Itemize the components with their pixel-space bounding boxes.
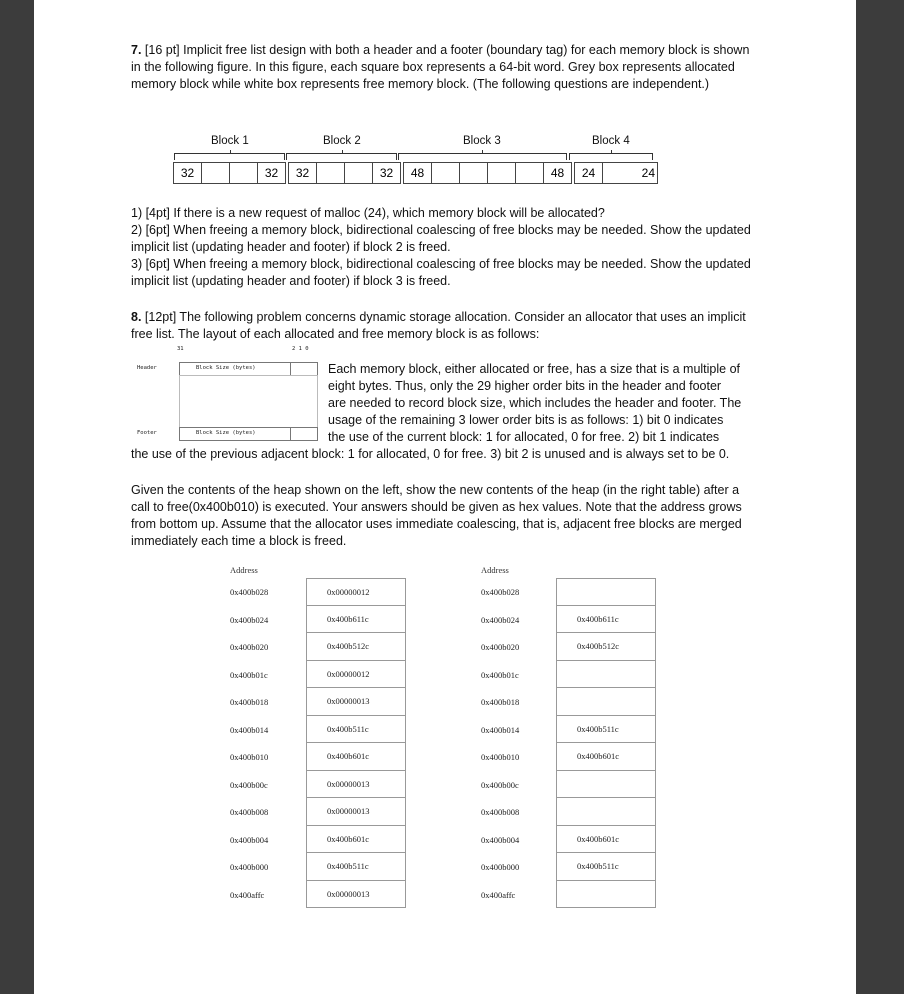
right-heap-answer-cell[interactable]: 0x400b611c: [556, 606, 656, 634]
left-address: 0x400b014: [230, 724, 269, 735]
left-heap-value: 0x00000013: [306, 881, 406, 909]
right-address: 0x400b020: [481, 642, 520, 652]
word-cell: [316, 162, 345, 184]
right-heap-answer-cell[interactable]: [556, 688, 656, 716]
left-heap-value: 0x400b511c: [306, 716, 406, 744]
right-address: 0x400b000: [481, 862, 520, 872]
left-address: 0x400b01c: [230, 669, 268, 680]
left-address: 0x400b020: [230, 642, 269, 652]
word-cell: [344, 162, 373, 184]
block-2-label: Block 2: [323, 135, 361, 147]
word-cell: 24: [574, 162, 603, 184]
word-cell: [515, 162, 544, 184]
memory-block-row: [174, 162, 658, 184]
left-address: 0x400b008: [230, 807, 269, 817]
subquestion-1: 1) [4pt] If there is a new request of malloc (24), which memory block will be allocated?: [131, 206, 605, 220]
word-cell: 32: [372, 162, 401, 184]
header-label: Header: [137, 365, 157, 371]
subquestion-3: 3) [6pt] When freeing a memory block, bidirectional coalescing of free blocks may be needed. Show the updated implicit list (updating header and footer) if block 3 is freed.: [131, 257, 751, 288]
right-heap-answer-cell[interactable]: 0x400b511c: [556, 716, 656, 744]
right-address: 0x400b028: [481, 587, 520, 597]
left-heap-value: 0x400b601c: [306, 826, 406, 854]
right-heap-answer-cell[interactable]: 0x400b601c: [556, 826, 656, 854]
right-address: 0x400b004: [481, 834, 520, 845]
question-7-subquestions: [131, 205, 756, 290]
left-address: 0x400b004: [230, 834, 269, 845]
block-2-brace: [286, 153, 397, 160]
right-address-header: Address: [481, 565, 509, 575]
word-cell: 24: [602, 162, 658, 184]
left-heap-value: 0x00000012: [306, 578, 406, 606]
bit-31-label: 31: [177, 346, 184, 352]
question-7-body: [16 pt] Implicit free list design with both a header and a footer (boundary tag) for each memory block is shown in the following figure. In this figure, each square box represents a 64-bit word. Grey box represents allocated memory block while white box represents free memory block. (The following questions are independent.): [131, 43, 750, 91]
left-address: 0x400affc: [230, 889, 265, 900]
block-1-brace: [174, 153, 285, 160]
left-address: 0x400b010: [230, 752, 269, 762]
right-heap-answer-cell[interactable]: [556, 661, 656, 689]
document-page: [34, 0, 856, 994]
right-address: 0x400affc: [481, 889, 516, 900]
left-heap-value: 0x400b611c: [306, 606, 406, 634]
right-address: 0x400b014: [481, 724, 520, 735]
right-address: 0x400b018: [481, 697, 520, 707]
left-address: 0x400b018: [230, 697, 269, 707]
left-heap-value: 0x00000013: [306, 688, 406, 716]
word-cell: [229, 162, 258, 184]
left-address-header: Address: [230, 565, 258, 575]
left-heap-value: 0x400b601c: [306, 743, 406, 771]
left-heap-value: 0x00000013: [306, 798, 406, 826]
question-7-number: 7.: [131, 43, 142, 57]
block-1-label: Block 1: [211, 135, 249, 147]
left-heap-value: 0x00000013: [306, 771, 406, 799]
word-cell: [201, 162, 230, 184]
left-heap-value: 0x400b511c: [306, 853, 406, 881]
block-3-label: Block 3: [463, 135, 501, 147]
question-8-body: [12pt] The following problem concerns dynamic storage allocation. Consider an allocator that uses an implicit free list. The layout of each allocated and free memory block is as follows:: [131, 310, 746, 341]
question-8-text: [131, 309, 756, 343]
right-heap-answer-cell[interactable]: 0x400b512c: [556, 633, 656, 661]
right-heap-answer-cell[interactable]: 0x400b601c: [556, 743, 656, 771]
word-cell: [431, 162, 460, 184]
bit-low-labels: 2 1 0: [292, 346, 309, 352]
desc-line: eight bytes. Thus, only the 29 higher order bits in the header and footer: [328, 379, 722, 393]
header-size-field: Block Size (bytes): [179, 362, 291, 376]
question-7-text: [131, 42, 756, 93]
footer-label: Footer: [137, 430, 157, 436]
right-address: 0x400b010: [481, 752, 520, 762]
block-4-label: Block 4: [592, 135, 630, 147]
right-address: 0x400b024: [481, 614, 520, 625]
desc-line: Each memory block, either allocated or free, has a size that is a multiple of: [328, 362, 740, 376]
word-cell: 32: [288, 162, 317, 184]
right-heap-answer-cell[interactable]: 0x400b511c: [556, 853, 656, 881]
block-4-brace: [569, 153, 653, 160]
question-8-number: 8.: [131, 310, 142, 324]
word-cell: 48: [543, 162, 572, 184]
right-heap-answer-cell[interactable]: [556, 771, 656, 799]
word-cell: [487, 162, 516, 184]
left-address: 0x400b024: [230, 614, 269, 625]
desc-last-line: the use of the previous adjacent block: 1 for allocated, 0 for free. 3) bit 2 is unused and is always set to be 0.: [131, 447, 730, 461]
word-cell: [459, 162, 488, 184]
right-heap-answer-cell[interactable]: [556, 881, 656, 909]
block-layout-description: [131, 361, 763, 463]
right-heap-answer-cell[interactable]: [556, 798, 656, 826]
given-paragraph: Given the contents of the heap shown on the left, show the new contents of the heap (in the right table) after a call to free(0x400b010) is executed. Your answers should be given as hex values. Note that the address grows from bottom up. Assume that the allocator uses immediate coalescing, that is, adjacent free blocks are merged immediately each time a block is freed.: [131, 483, 742, 548]
left-address: 0x400b000: [230, 862, 269, 872]
left-address: 0x400b028: [230, 587, 269, 597]
right-address: 0x400b01c: [481, 669, 519, 680]
right-address: 0x400b008: [481, 807, 520, 817]
right-heap-answer-cell[interactable]: [556, 578, 656, 606]
block-3-brace: [398, 153, 567, 160]
desc-line: the use of the current block: 1 for allocated, 0 for free. 2) bit 1 indicates: [328, 430, 720, 444]
left-heap-value: 0x400b512c: [306, 633, 406, 661]
desc-line: are needed to record block size, which includes the header and footer. The: [328, 396, 742, 410]
right-address: 0x400b00c: [481, 779, 519, 790]
footer-size-field: Block Size (bytes): [179, 427, 291, 441]
left-heap-value: 0x00000012: [306, 661, 406, 689]
subquestion-2: 2) [6pt] When freeing a memory block, bidirectional coalescing of free blocks may be needed. Show the updated implicit list (updating header and footer) if block 2 is freed.: [131, 223, 751, 254]
desc-line: usage of the remaining 3 lower order bits is as follows: 1) bit 0 indicates: [328, 413, 724, 427]
left-address: 0x400b00c: [230, 779, 268, 790]
word-cell: 48: [403, 162, 432, 184]
word-cell: 32: [173, 162, 202, 184]
word-cell: 32: [257, 162, 286, 184]
